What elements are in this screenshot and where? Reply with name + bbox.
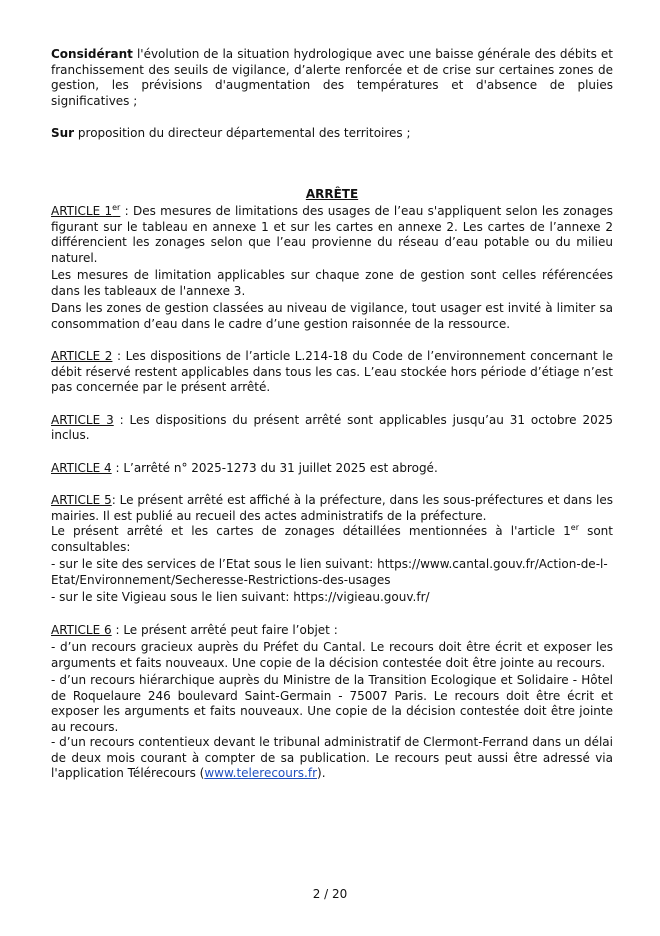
article-6-paragraph-4: - d’un recours contentieux devant le tribunal administratif de Clermont-Ferrand dans un délai de deux mois courant à compter de sa publication. Le recours peut aussi être adressé via l'application Télérecours (www.telerecours.fr). [51,735,613,780]
decree-title: ARRÊTE [305,186,359,201]
article-4: ARTICLE 4 : L’arrêté n° 2025-1273 du 31 juillet 2025 est abrogé. [51,460,438,475]
article-5: ARTICLE 5: Le présent arrêté est affiché à la préfecture, dans les sous-préfectures et dans les mairies. Il est publié au recueil des actes administratifs de la préfecture. [51,493,614,523]
article-1-paragraph-3: Dans les zones de gestion classées au niveau de vigilance, tout usager est invité à limiter sa consommation d’eau dans le cadre d’une gestion raisonnée de la ressource. [51,301,613,331]
article-6-paragraph-3: - d’un recours hiérarchique auprès du Ministre de la Transition Ecologique et Solidaire - Hôtel de Roquelaure 246 boulevard Saint-Germain - 75007 Paris. Le recours doit être écrit et exposer les arguments et faits nouveaux. Une copie de la décision contestée doit être jointe au recours. [51,673,613,734]
article-1-label: ARTICLE 1er [51,203,121,218]
article-5-paragraph-2: Le présent arrêté et les cartes de zonages détaillées mentionnées à l'article 1er sont consultables: [51,523,613,554]
document-body [51,47,613,782]
considerant-paragraph: Considérant l'évolution de la situation hydrologique avec une baisse générale des débits et franchissement des seuils de vigilance, d’alerte renforcée et de crise sur certaines zones de gestion, les prévisions d'augmentation des températures et d'absence de pluies significatives ; [51,47,613,108]
article-1-paragraph-2: Les mesures de limitation applicables sur chaque zone de gestion sont celles référencées dans les tableaux de l'annexe 3. [51,268,613,298]
telerecours-link[interactable]: www.telerecours.fr [204,766,318,780]
article-6: ARTICLE 6 : Le présent arrêté peut faire l’objet : [51,622,338,637]
article-2-label: ARTICLE 2 [51,349,113,363]
article-2: ARTICLE 2 : Les dispositions de l’article L.214-18 du Code de l’environnement concernant le débit réservé restent applicables dans tous les cas. L’eau stockée hors période d’étiage n’est pas concernée par le présent arrêté. [51,349,613,394]
page-number: 2 / 20 [312,887,348,901]
article-6-paragraph-2: - d’un recours gracieux auprès du Préfet du Cantal. Le recours doit être écrit et exposer les arguments et faits nouveaux. Une copie de la décision contestée doit être jointe au recours. [51,640,613,670]
article-3-label: ARTICLE 3 [51,412,114,427]
article-5-paragraph-3: - sur le site des services de l’Etat sous le lien suivant: https://www.cantal.gouv.fr/Action-de-l-Etat/Environnement/Secheresse-Restrictions-des-usages [51,557,608,587]
proposition-paragraph: Sur proposition du directeur départemental des territoires ; [51,126,411,140]
article-4-label: ARTICLE 4 [51,460,112,475]
article-5-label: ARTICLE 5 [51,493,112,507]
article-3: ARTICLE 3 : Les dispositions du présent arrêté sont applicables jusqu’au 31 octobre 2025 inclus. [51,412,613,442]
article-5-paragraph-4: - sur le site Vigieau sous le lien suivant: https://vigieau.gouv.fr/ [51,590,430,604]
article-6-label: ARTICLE 6 [51,622,112,637]
article-1: ARTICLE 1er : Des mesures de limitations des usages de l’eau s'appliquent selon les zonages figurant sur le tableau en annexe 1 et sur les cartes en annexe 2. Les cartes de l’annexe 2 différencient les zonages selon que l’eau provienne du réseau d’eau potable ou du milieu naturel. [51,203,613,265]
